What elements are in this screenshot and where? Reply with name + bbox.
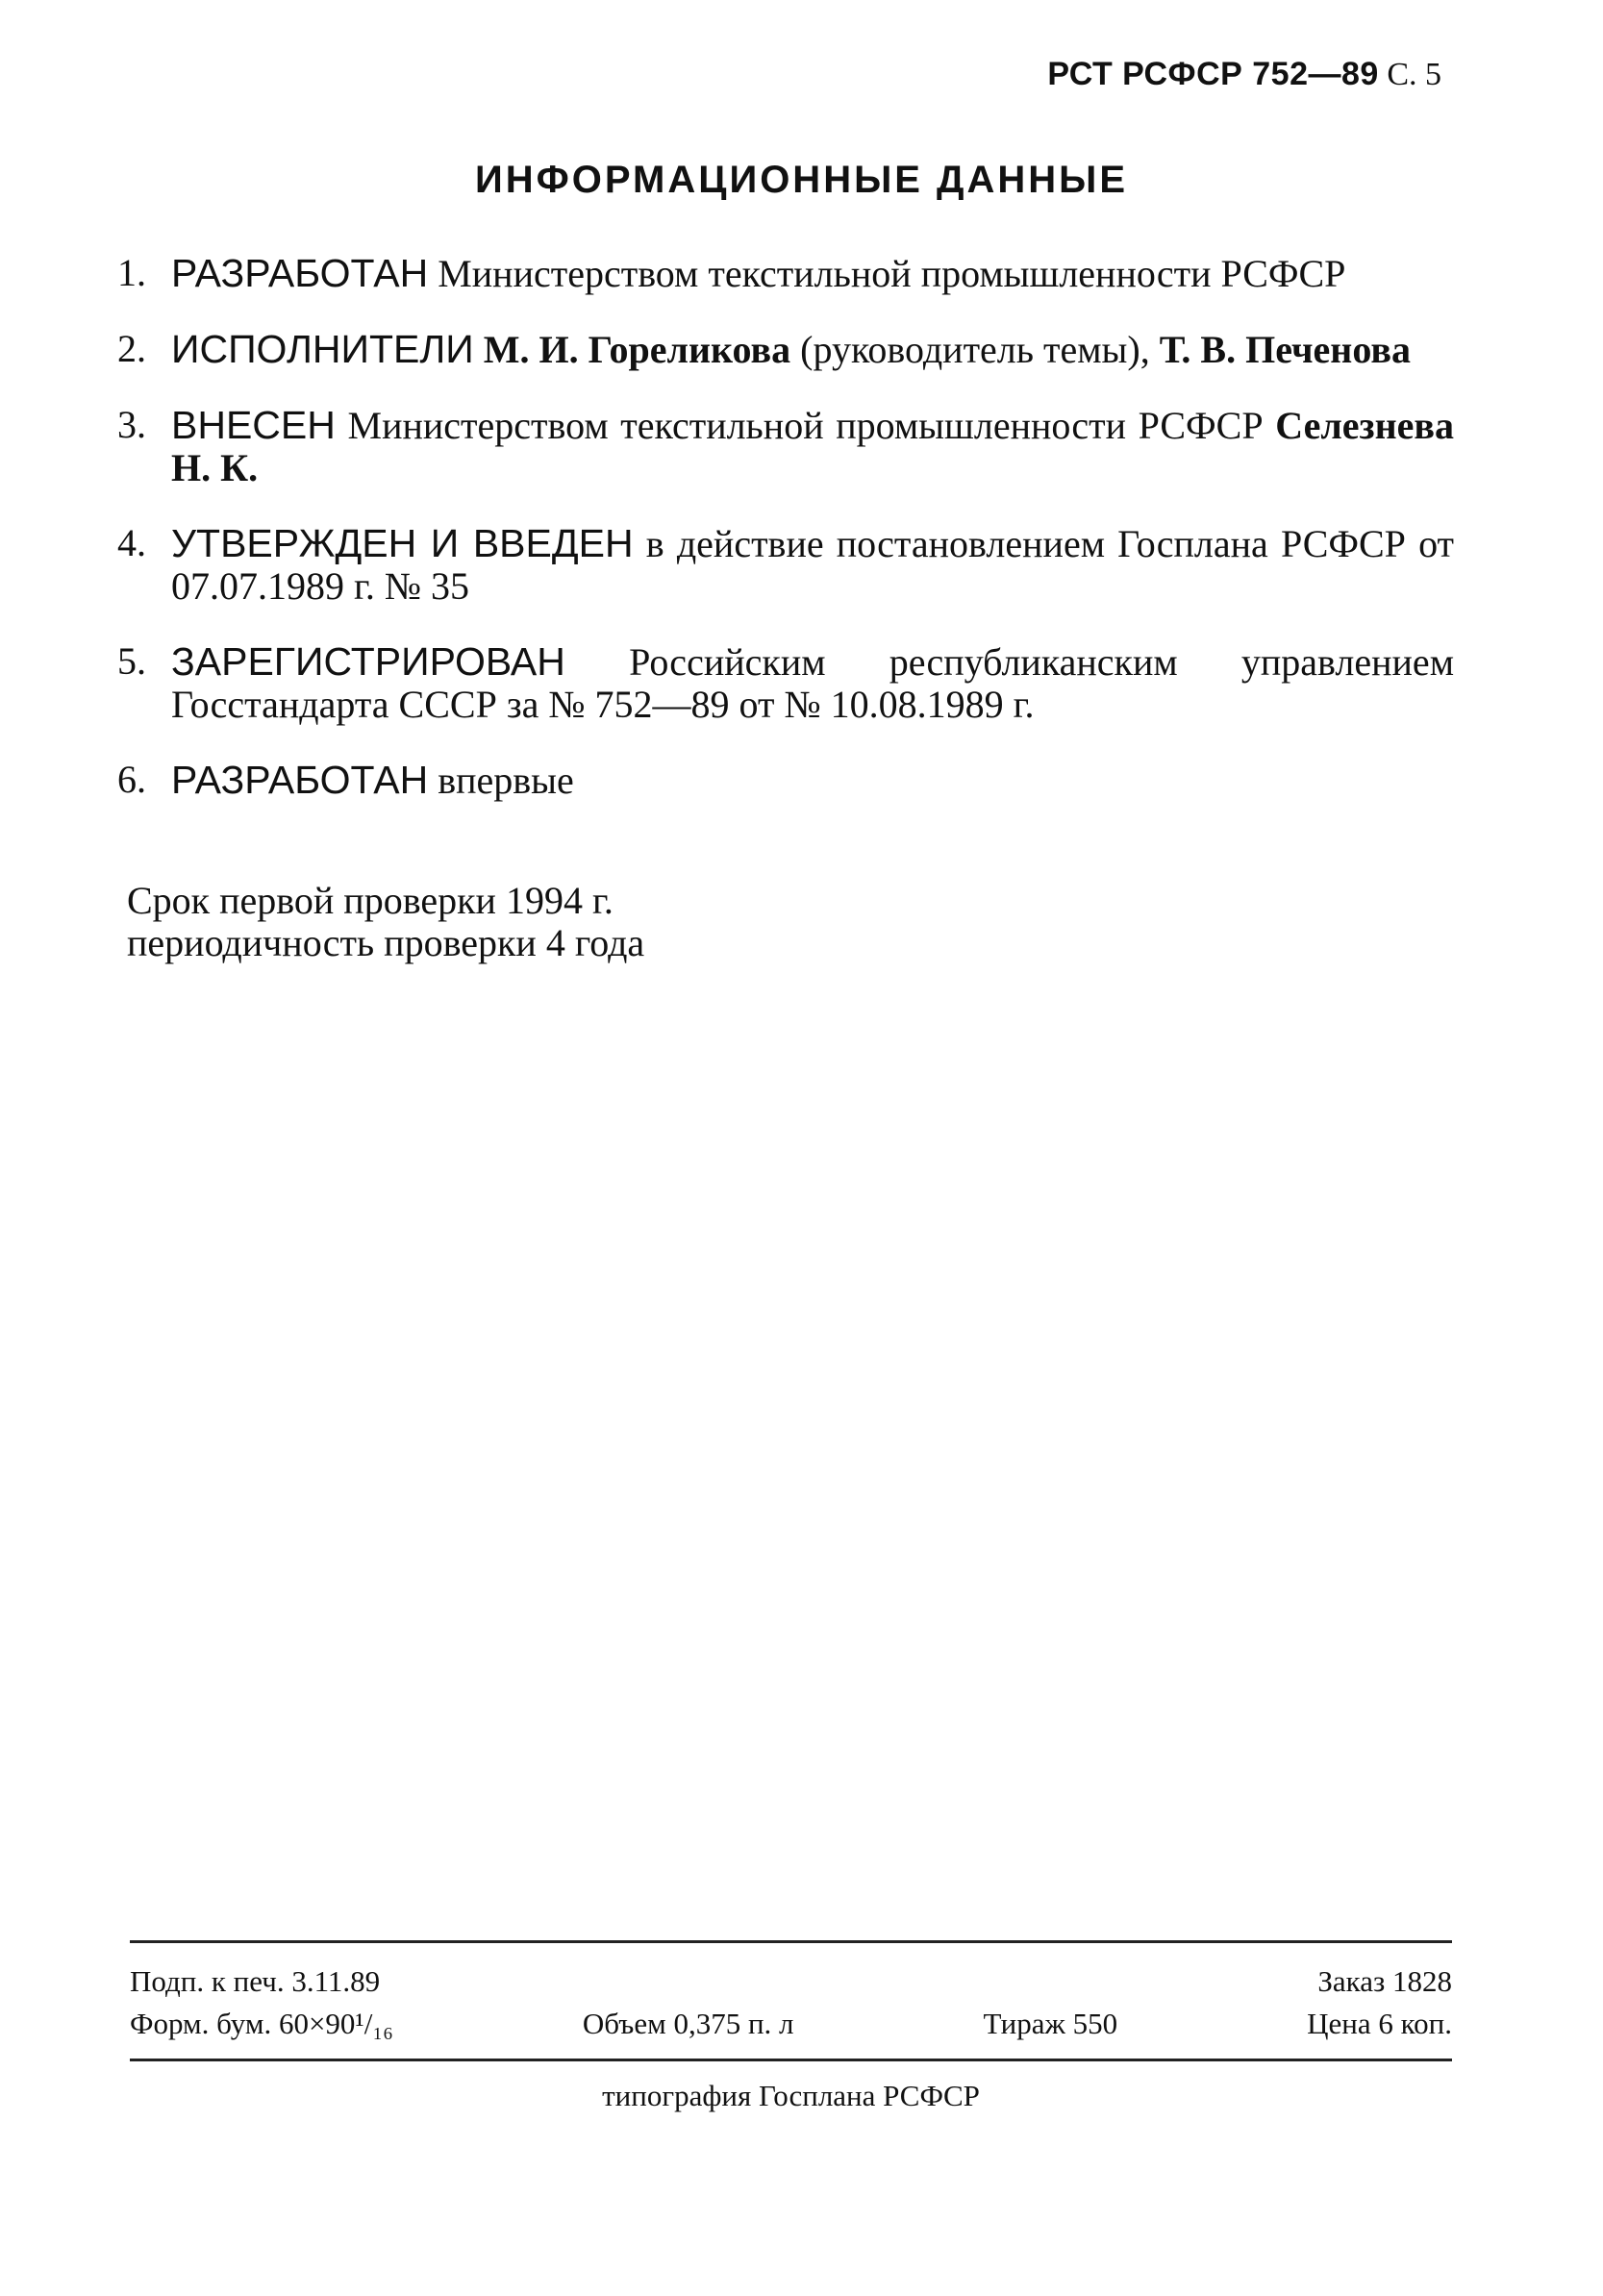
item-number: 2. (117, 327, 146, 370)
item-text: в действие постановлением Госплана РСФСР от 07.07.1989 г. № 35 (171, 522, 1455, 608)
item-text: (руководитель темы), (800, 328, 1150, 371)
item-number: 1. (117, 251, 146, 294)
imprint-footer (130, 1940, 1452, 2113)
list-item (117, 328, 1454, 371)
item-key: ЗАРЕГИСТРИРОВАН (171, 639, 565, 684)
info-list (117, 252, 1454, 835)
item-body (171, 252, 1454, 295)
price: Цена 6 коп. (1307, 2007, 1452, 2040)
footer-row (130, 1960, 1452, 2003)
item-number: 5. (117, 639, 146, 683)
list-item (117, 252, 1454, 295)
footer-bottom-rule (130, 2059, 1452, 2061)
item-text: Министерством текстильной промышленности РСФСР (347, 404, 1264, 447)
item-text: впервые (438, 759, 574, 802)
signed-for-print: Подп. к печ. 3.11.89 (130, 1964, 381, 1998)
item-bold-name: Т. В. Печенова (1159, 328, 1411, 371)
review-info (127, 880, 644, 964)
item-key: ВНЕСЕН (171, 403, 336, 447)
order-number: Заказ 1828 (1317, 1964, 1452, 1998)
page-header (1047, 56, 1441, 93)
review-periodicity: периодичность проверки 4 года (127, 921, 645, 964)
item-key: РАЗРАБОТАН (171, 758, 429, 802)
item-text: Министерством текстильной промышленности РСФСР (438, 252, 1346, 295)
footer-top-rule (130, 1940, 1452, 1943)
item-body (171, 328, 1454, 371)
item-bold-name: Селезнева Н. К. (171, 404, 1455, 489)
item-key: РАЗРАБОТАН (171, 251, 429, 295)
item-number: 4. (117, 521, 146, 564)
list-item (117, 640, 1454, 726)
standard-number: РСТ РСФСР 752—89 (1047, 56, 1379, 92)
item-number: 6. (117, 758, 146, 801)
item-text: Российским республиканским управлением Госстандарта СССР за № 752—89 от № 10.08.1989 г. (171, 640, 1455, 726)
list-item (117, 759, 1454, 802)
item-body (171, 640, 1454, 726)
item-body (171, 759, 1454, 802)
item-bold-name: М. И. Гореликова (483, 328, 791, 371)
paper-format: Форм. бум. 60×90¹/₁₆ (130, 2007, 393, 2040)
printer-name: типография Госплана РСФСР (602, 2079, 980, 2112)
print-circulation: Тираж 550 (983, 2007, 1118, 2040)
list-item (117, 522, 1454, 608)
list-item (117, 404, 1454, 489)
item-body (171, 404, 1454, 489)
item-number: 3. (117, 403, 146, 446)
review-first-check: Срок первой проверки 1994 г. (127, 879, 614, 922)
item-body (171, 522, 1454, 608)
page-title: ИНФОРМАЦИОННЫЕ ДАННЫЕ (474, 159, 1129, 201)
item-key: УТВЕРЖДЕН И ВВЕДЕН (171, 521, 634, 565)
footer-row (130, 2003, 1452, 2045)
print-volume: Объем 0,375 п. л (582, 2007, 794, 2040)
page-number: С. 5 (1387, 57, 1441, 92)
item-key: ИСПОЛНИТЕЛИ (171, 327, 474, 371)
